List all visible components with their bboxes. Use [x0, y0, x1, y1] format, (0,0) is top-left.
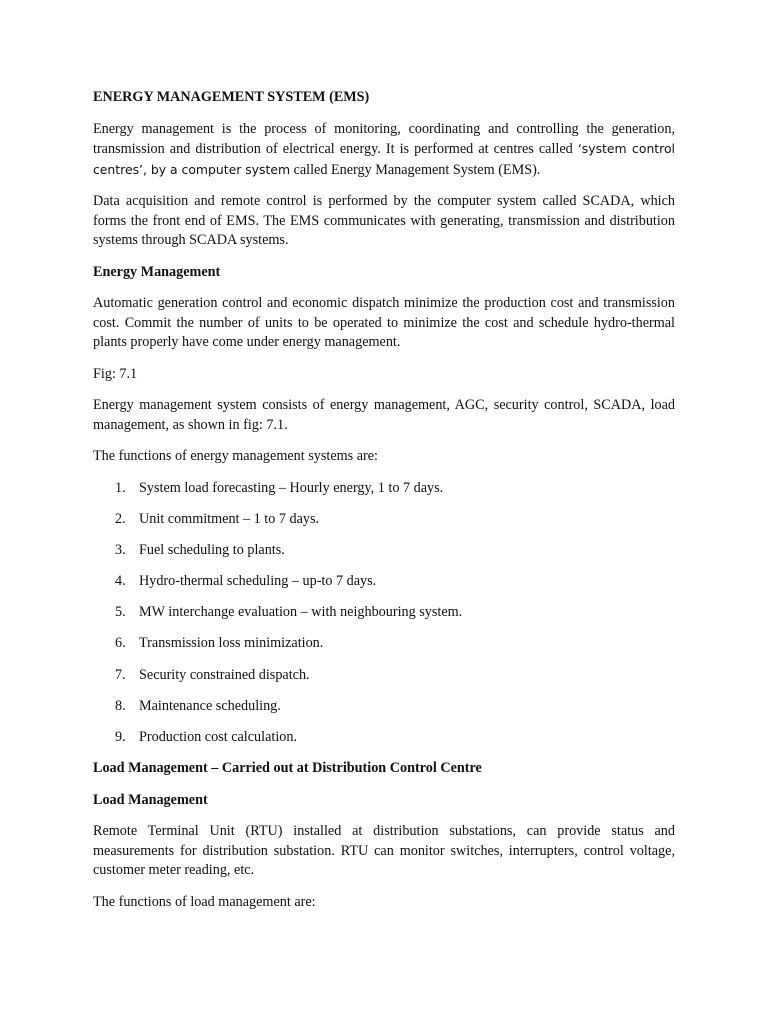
energy-management-paragraph: Automatic generation control and economic dispatch minimize the production cost and transmission cost. Commit the number of units to be operated to minimize the cost and schedule hydro-thermal plants properly have come under energy management. [93, 295, 675, 350]
figure-caption: Fig: 7.1 [93, 365, 138, 382]
list-number: 8. [115, 697, 126, 714]
list-number: 3. [115, 541, 126, 558]
list-item [93, 603, 675, 623]
document-title: ENERGY MANAGEMENT SYSTEM (EMS) [93, 89, 370, 105]
list-item [93, 510, 675, 530]
list-item [93, 572, 675, 592]
scada-paragraph: Data acquisition and remote control is performed by the computer system called SCADA, which forms the front end of EMS. The EMS communicates with generating, transmission and distribution systems through SCADA systems. [93, 193, 675, 248]
list-item [93, 634, 675, 654]
list-item [93, 728, 675, 748]
ems-functions-list [93, 479, 675, 748]
list-number: 6. [115, 635, 126, 652]
energy-management-heading: Energy Management [93, 263, 221, 280]
load-functions-intro: The functions of load management are: [93, 893, 316, 910]
functions-intro: The functions of energy management systems are: [93, 448, 378, 464]
rtu-paragraph: Remote Terminal Unit (RTU) installed at distribution substations, can provide status and measurements for distribution substation. RTU can monitor switches, interrupters, control voltage, customer meter reading, etc. [93, 823, 675, 879]
intro-paragraph [93, 120, 675, 181]
list-item [93, 666, 675, 686]
list-item-text: Maintenance scheduling. [139, 697, 281, 714]
intro-text-2: ‘system control centres’, by a computer system [93, 141, 675, 177]
list-number: 4. [115, 573, 126, 590]
list-item-text: Transmission loss minimization. [139, 635, 324, 652]
list-item-text: Fuel scheduling to plants. [139, 541, 285, 558]
list-number: 5. [115, 604, 126, 621]
list-item [93, 541, 675, 561]
list-number: 7. [115, 666, 126, 683]
consists-paragraph: Energy management system consists of energy management, AGC, security control, SCADA, load management, as shown in fig: 7.1. [93, 397, 675, 433]
intro-text-3: called Energy Management System (EMS). [290, 161, 541, 178]
list-item [93, 479, 675, 499]
list-item-text: Hydro-thermal scheduling – up-to 7 days. [139, 573, 377, 590]
list-number: 9. [115, 729, 126, 745]
document-body [93, 88, 675, 924]
list-item-text: MW interchange evaluation – with neighbouring system. [139, 604, 463, 621]
list-item [93, 697, 675, 717]
load-management-title: Load Management – Carried out at Distribution Control Centre [93, 760, 482, 777]
list-item-text: Production cost calculation. [139, 729, 297, 745]
list-item-text: System load forecasting – Hourly energy, 1 to 7 days. [139, 479, 444, 496]
list-number: 2. [115, 510, 126, 527]
list-item-text: Unit commitment – 1 to 7 days. [139, 510, 320, 527]
intro-text-1: Energy management is the process of monitoring, coordinating and controlling the generation, transmission and distribution of electrical energy. It is performed at centres called [93, 120, 675, 157]
load-management-heading: Load Management [93, 791, 208, 808]
list-item-text: Security constrained dispatch. [139, 666, 310, 683]
list-number: 1. [115, 479, 126, 496]
